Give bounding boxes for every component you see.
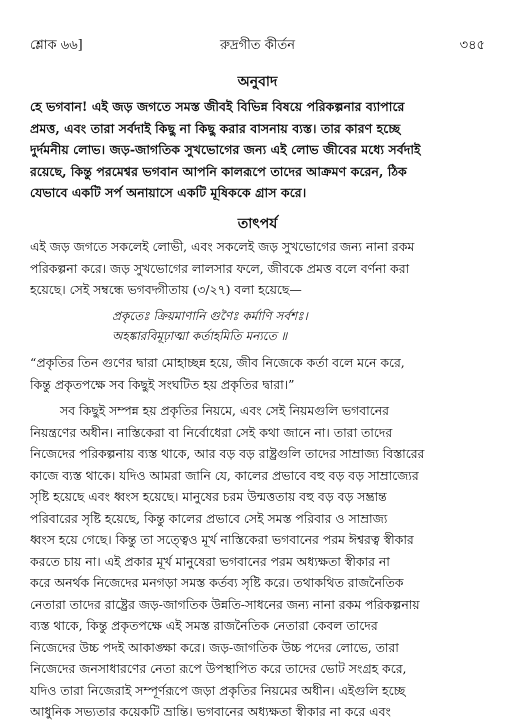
body-line: ব্যস্ত থাকে, কিন্তু প্রকৃতপক্ষে এই সমস্ত রাজনৈতিক নেতারা কেবল তাদের bbox=[30, 618, 378, 633]
body-line: করে অনর্থক নিজেদের মনগড়া সমস্ত কর্তব্য সৃষ্টি করে। তথাকথিত রাজনৈতিক bbox=[30, 575, 404, 590]
purport-line: হয়েছে। সেই সম্বন্ধে ভগবদ্গীতায় (৩/২৭) বলা হয়েছে— bbox=[30, 282, 302, 297]
translation-line: দুর্দমনীয় লোভ। জড়-জাগতিক সুখভোগের জন্য এই লোভ জীবের মধ্যে সর্বদাই bbox=[30, 142, 421, 157]
translation-line: হে ভগবান! এই জড় জগতে সমস্ত জীবই বিভিন্ন বিষয়ে পরিকল্পনার ব্যাপারে bbox=[30, 99, 405, 114]
chapter-title: রুদ্রগীত কীর্তন bbox=[219, 38, 296, 53]
purport-line: এই জড় জগতে সকলেই লোভী, এবং সকলেই জড় সুখভোগের জন্য নানা রকম bbox=[30, 239, 415, 254]
body-line: নিজেদের উচ্চ পদই আকাঙ্ক্ষা করে। জড়-জাগতিক উচ্চ পদের লোভে, তারা bbox=[30, 639, 399, 655]
body-line: ধ্বংস হয়ে গেছে। কিন্তু তা সত্ত্বেও মূর্খ নাস্তিকেরা ভগবানের পরম ঈশ্বরত্ব স্বীকার bbox=[30, 532, 414, 547]
body-line: করতে চায় না। এই প্রকার মূর্খ মানুষেরা ভগবানের পরম অধ্যক্ষতা স্বীকার না bbox=[30, 553, 390, 569]
body-line: পরিবারের সৃষ্টি হয়েছে, কিন্তু কালের প্রভাবে সেই সমস্ত পরিবার ও সাম্রাজ্য bbox=[30, 510, 388, 526]
quote-line: কিন্তু প্রকৃতপক্ষে সব কিছুই সংঘটিত হয় প্রকৃতির দ্বারা।” bbox=[30, 376, 295, 392]
verse-reference: শ্লোক ৬৬] bbox=[30, 38, 83, 53]
quote-line: “প্রকৃতির তিন গুণের দ্বারা মোহাচ্ছন্ন হয়ে, জীব নিজেকে কর্তা বলে মনে করে, bbox=[30, 355, 405, 370]
translation-line: প্রমত্ত, এবং তারা সর্বদাই কিছু না কিছু করার বাসনায় ব্যস্ত। তার কারণ হচ্ছে bbox=[30, 120, 401, 136]
running-header bbox=[30, 36, 485, 54]
page-number: ৩৪৫ bbox=[459, 38, 485, 53]
translation-text bbox=[30, 96, 489, 204]
body-line: কাজে ব্যস্ত থাকে। যদিও আমরা জানি যে, কালের প্রভাবে বহু বড় বড় সাম্রাজ্যের bbox=[30, 467, 419, 483]
translation-heading: অনুবাদ bbox=[237, 74, 278, 90]
verse-translation-quote bbox=[30, 352, 489, 395]
body-line: নিজেদের জনসাধারণের নেতা রূপে উপস্থাপিত করে তাদের ভোট সংগ্রহ করে, bbox=[30, 661, 407, 676]
purport-line: পরিকল্পনা করে। জড় সুখভোগের লালসার ফলে, জীবকে প্রমত্ত বলে বর্ণনা করা bbox=[30, 260, 410, 276]
body-line: সৃষ্টি হয়েছে এবং ধ্বংস হয়েছে। মানুষের চরম উন্মত্ততায় বহু বড় বড় সম্ভ্রান্ত bbox=[30, 489, 387, 504]
body-line: আধুনিক সভ্যতার কয়েকটি ভ্রান্তি। ভগবানের অধ্যক্ষতা স্বীকার না করে এবং bbox=[30, 704, 391, 719]
purport-body bbox=[30, 400, 489, 723]
verse-line: অহঙ্কারবিমূঢ়াত্মা কর্তাহমিতি মন্যতে ॥ bbox=[112, 329, 288, 343]
body-line: সব কিছুই সম্পন্ন হয় প্রকৃতির নিয়মে, এবং সেই নিয়মগুলি ভগবানের bbox=[60, 403, 389, 418]
body-line: নেতারা তাদের রাষ্ট্রের জড়-জাগতিক উন্নতি-সাধনের জন্য নানা রকম পরিকল্পনায় bbox=[30, 596, 420, 612]
body-line: নিজেদের পরিকল্পনায় ব্যস্ত থাকে, আর বড় বড় রাষ্ট্রগুলি তাদের সাম্রাজ্য বিস্তারের bbox=[30, 446, 425, 461]
translation-line: রয়েছে, কিন্তু পরমেশ্বর ভগবান আপনি কালরূপে তাদের আক্রমণ করেন, ঠিক bbox=[30, 163, 407, 179]
body-line: যদিও তারা নিজেরাই সম্পূর্ণরূপে জড়া প্রকৃতির নিয়মের অধীন। এইগুলি হচ্ছে bbox=[30, 682, 406, 698]
body-line: নিয়ন্ত্রণের অধীন। নাস্তিকেরা বা নির্বোধেরা সেই কথা জানে না। তারা তাদের bbox=[30, 424, 393, 440]
gita-verse bbox=[112, 306, 308, 346]
purport-intro bbox=[30, 236, 489, 301]
verse-line: প্রকৃতেঃ ক্রিয়মাণানি গুণৈঃ কর্মাণি সর্বশঃ। bbox=[112, 309, 308, 323]
purport-heading: তাৎপর্য bbox=[237, 216, 278, 232]
translation-line: যেভাবে একটি সর্প অনায়াসে একটি মূষিককে গ্রাস করে। bbox=[30, 185, 307, 200]
